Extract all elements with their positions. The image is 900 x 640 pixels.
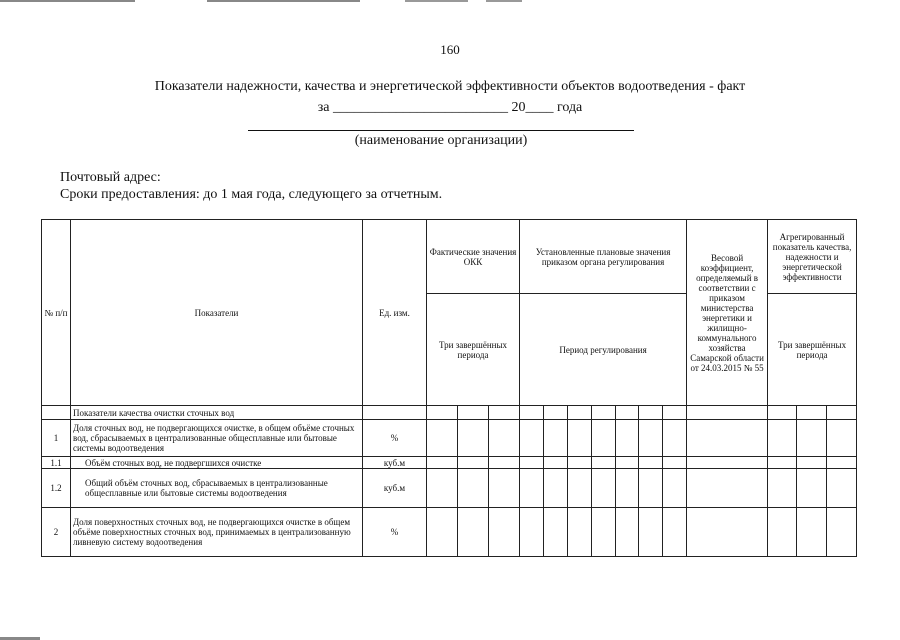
scan-artifact-top [0, 0, 900, 2]
document-subtitle: за _________________________ 20____ года [317, 100, 583, 115]
header-three-periods: Три завершённых периода [427, 294, 520, 406]
row-unit: % [363, 420, 427, 457]
row-indicator: Объём сточных вод, не подвергшихся очистке [71, 457, 363, 469]
row-number: 1.2 [42, 469, 71, 508]
table-row [42, 420, 857, 457]
header-aggregated-indicator: Агрегированный показатель качества, надежности и энергетической эффективности [768, 220, 857, 294]
row-unit: куб.м [363, 457, 427, 469]
row-number: 2 [42, 508, 71, 557]
header-weight-coefficient: Весовой коэффициент, определяемый в соответствии с приказом министерства энергетики и жилищно-коммунального хозяйства Самарской области от 24.03.2015 № 55 [687, 220, 768, 406]
row-number [42, 406, 71, 420]
header-unit: Ед. изм. [363, 220, 427, 406]
header-three-periods-aggregated: Три завершённых периода [768, 294, 857, 406]
deadline-text: Сроки предоставления: до 1 мая года, следующего за отчетным. [60, 187, 443, 202]
table-row [42, 406, 857, 420]
organization-caption: (наименование организации) [354, 133, 528, 148]
row-indicator: Доля поверхностных сточных вод, не подвергающихся очистке в общем объёме поверхностных сточных вод, принимаемых в централизованную ливневую систему водоотведения [71, 508, 363, 557]
table-row [42, 508, 857, 557]
row-unit: куб.м [363, 469, 427, 508]
row-unit [363, 406, 427, 420]
page-number: 160 [440, 42, 460, 57]
row-number: 1.1 [42, 457, 71, 469]
document-title: Показатели надежности, качества и энергетической эффективности объектов водоотведения - факт [154, 79, 746, 94]
postal-address-label: Почтовый адрес: [60, 170, 161, 185]
row-unit: % [363, 508, 427, 557]
header-planned-values: Установленные плановые значения приказом органа регулирования [520, 220, 687, 294]
table-row [42, 469, 857, 508]
row-number: 1 [42, 420, 71, 457]
table-row [42, 457, 857, 469]
row-indicator: Общий объём сточных вод, сбрасываемых в централизованные общесплавные или бытовые системы водоотведения [71, 469, 363, 508]
indicators-table [41, 219, 857, 557]
row-indicator: Показатели качества очистки сточных вод [71, 406, 363, 420]
header-regulation-period: Период регулирования [520, 294, 687, 406]
organization-name-line [248, 130, 634, 131]
header-number: № п/п [42, 220, 71, 406]
row-indicator: Доля сточных вод, не подвергающихся очистке, в общем объёме сточных вод, сбрасываемых в централизованные общесплавные или бытовые системы водоотведения [71, 420, 363, 457]
header-indicators: Показатели [71, 220, 363, 406]
header-actual-values: Фактические значения ОКК [427, 220, 520, 294]
